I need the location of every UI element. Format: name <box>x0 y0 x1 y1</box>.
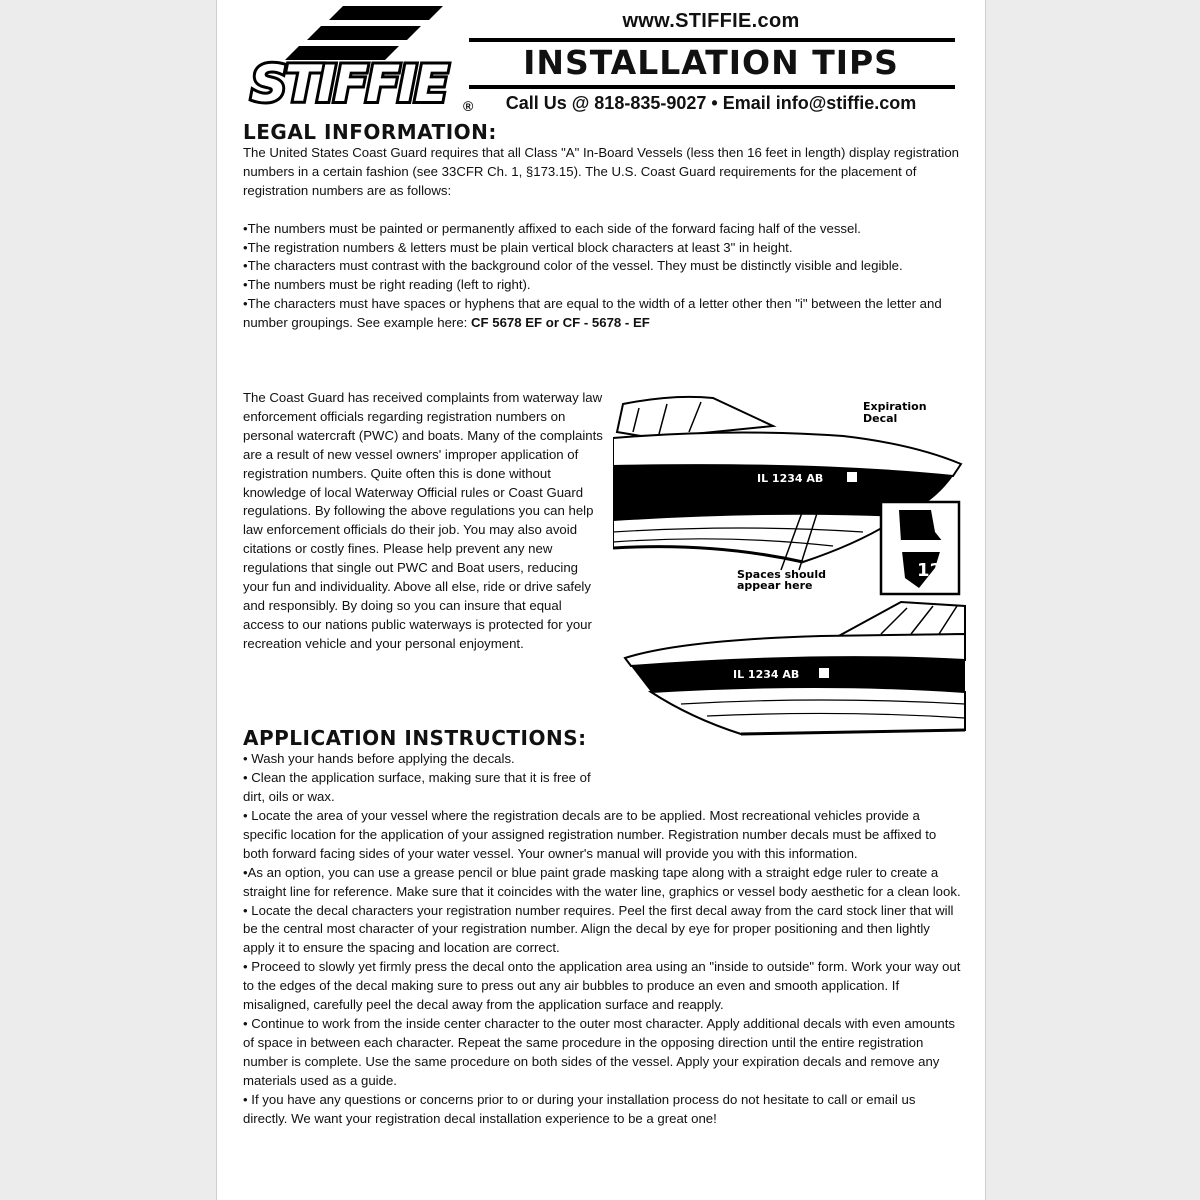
header-rule-bottom <box>469 85 955 89</box>
legal-heading: LEGAL INFORMATION: <box>243 120 497 144</box>
application-step: •As an option, you can use a grease pencil or blue paint grade masking tape along with a straight edge ruler to create a straight line for reference. Make sure that it coincides with the water line, graphics or vessel body aesthetic for a clean look. <box>243 864 961 899</box>
decal-number: 12 <box>917 560 943 581</box>
hull-registration: IL 1234 AB <box>733 668 800 681</box>
registered-mark: ® <box>463 98 474 114</box>
contact-line: Call Us @ 818-835-9027 • Email info@stiffie.com <box>505 93 917 113</box>
application-step: • Continue to work from the inside center character to the outer most character. Apply additional decals with even amounts of space in between each character. Repeat the same procedure in the opposing direction until the entire registration number is complete. Use the same procedure on both sides of the vessel. Apply your expiration decals and remove any materials used as a guide. <box>243 1015 955 1088</box>
application-step: • Clean the application surface, making sure that it is free of dirt, oils or wax. <box>243 769 591 804</box>
website-link[interactable]: www.STIFFIE.com <box>622 10 800 32</box>
application-step: • Proceed to slowly yet firmly press the decal onto the application area using an "inside to outside" form. Work your way out to the edges of the decal making sure to press out any air bubbles to produce an even and smooth application. If misaligned, carefully peel the decal away from the application surface and reapply. <box>243 959 961 1013</box>
hull-registration: IL 1234 AB <box>757 472 824 485</box>
stiffie-logo <box>251 4 474 116</box>
registration-example: CF 5678 EF or CF - 5678 - EF <box>471 315 650 331</box>
complaints-text: The Coast Guard has received complaints from waterway law enforcement officials regarding registration numbers on personal watercraft (PWC) and boats. Many of the complaints are a result of new vessel owners' improper application of registration numbers. Quite often this is done without knowledge of local Waterway Official rules or Coast Guard regulations. By following the above regulations you can help law enforcement officials do their job. You may also avoid citations or costly fines. Please help prevent any new regulations that single out PWC and Boat users, reducing your fun and individuality. Above all else, ride or drive safely and responsibly. By doing so you can insure that equal access to our nations public waterways is protected for your recreation vehicle and your personal enjoyment. <box>243 390 603 651</box>
boat-illustration-bottom <box>621 600 969 768</box>
expiration-label: Expiration <box>863 400 927 413</box>
application-step: • Locate the area of your vessel where the registration decals are to be applied. Most recreational vehicles provide a specific location for the application of your assigned registration number. Registration number decals must be affixed to both forward facing sides of your water vessel. Your owner's manual will provide you with this information. <box>243 808 937 861</box>
expiration-decal-mark <box>847 472 857 482</box>
expiration-label: Decal <box>863 412 898 425</box>
application-step: • Locate the decal characters your registration number requires. Peel the first decal away from the card stock liner that will be the central most character of your registration number. Align the decal by eye for proper positioning and then lightly apply it to ensure the spacing and location are correct. <box>243 902 954 956</box>
expiration-decal-mark <box>819 668 829 678</box>
legal-rule: •The numbers must be right reading (left to right). <box>243 277 531 293</box>
legal-rule: •The numbers must be painted or permanently affixed to each side of the forward facing half of the vessel. <box>243 220 861 236</box>
page-title: INSTALLATION TIPS <box>523 43 899 82</box>
application-step: • If you have any questions or concerns prior to or during your installation process do not hesitate to call or email us directly. We want your registration decal installation experience to be a great one! <box>243 1091 916 1126</box>
spaces-label: appear here <box>737 579 813 592</box>
legal-rule: •The registration numbers & letters must be plain vertical block characters at least 3" in height. <box>243 239 793 255</box>
boat-illustration-top <box>613 392 969 604</box>
application-steps <box>243 807 963 1128</box>
spaces-label: Spaces should <box>737 568 826 581</box>
application-heading: APPLICATION INSTRUCTIONS: <box>243 726 587 750</box>
application-steps-narrow <box>243 750 593 807</box>
application-step: • Wash your hands before applying the decals. <box>243 751 515 766</box>
legal-rule: •The characters must contrast with the background color of the vessel. They must be distinctly visible and legible. <box>243 258 903 274</box>
logo-wordmark: STIFFIE <box>251 55 447 113</box>
instruction-sheet <box>216 0 986 1200</box>
legal-intro: The United States Coast Guard requires that all Class "A" In-Board Vessels (less then 16 feet in length) display registration numbers in a certain fashion (see 33CFR Ch. 1, §173.15). The U.S. Coast Guard requirements for the placement of registration numbers are as follows: <box>243 145 959 198</box>
legal-text <box>243 144 963 333</box>
legal-rule: •The characters must have spaces or hyphens that are equal to the width of a letter other then "i" between the letter and number groupings. See example here: CF 5678 EF or CF - 5678 - EF <box>243 296 942 331</box>
